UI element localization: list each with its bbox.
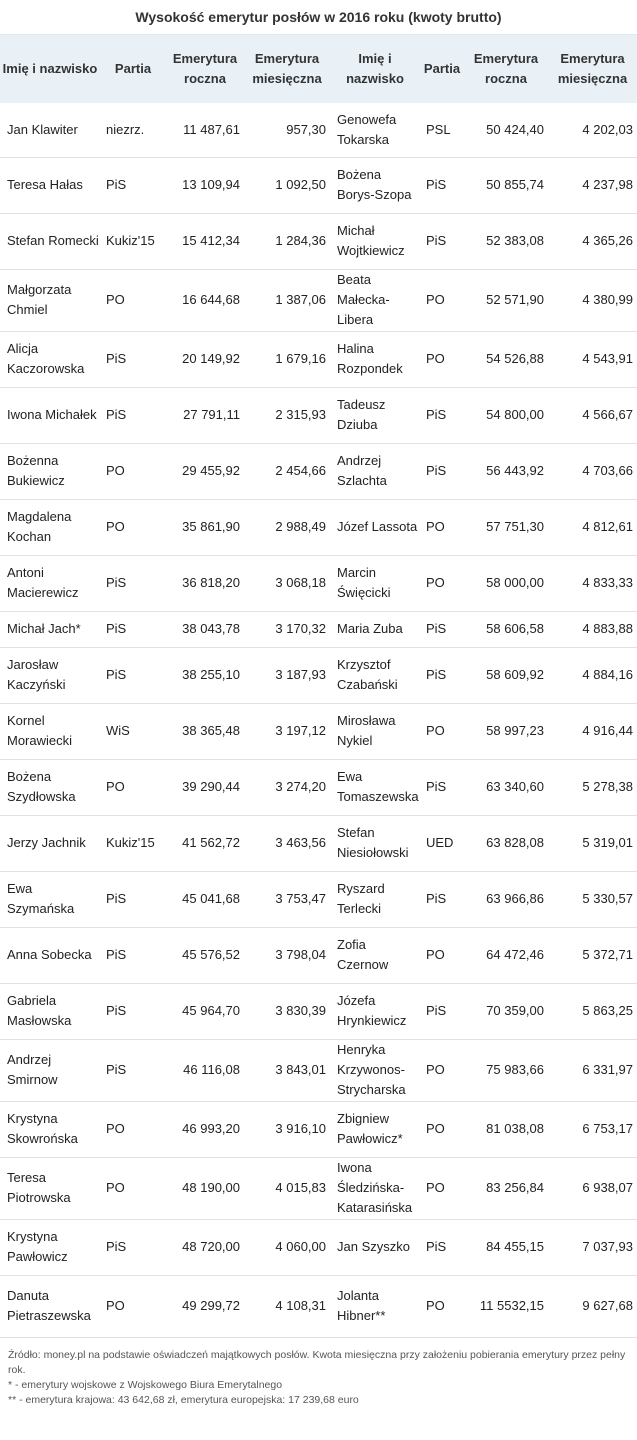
- cell-party-left: PiS: [100, 611, 166, 647]
- cell-annual-left: 27 791,11: [166, 387, 244, 443]
- footnotes: [0, 1338, 637, 1408]
- table-row: [0, 1157, 637, 1219]
- cell-party-left: PiS: [100, 983, 166, 1039]
- cell-party-left: Kukiz'15: [100, 815, 166, 871]
- cell-monthly-right: 9 627,68: [548, 1275, 637, 1337]
- table-row: [0, 103, 637, 157]
- cell-annual-right: 54 800,00: [464, 387, 548, 443]
- cell-monthly-left: 3 916,10: [244, 1101, 330, 1157]
- cell-annual-right: 70 359,00: [464, 983, 548, 1039]
- cell-name-left: Jarosław Kaczyński: [0, 647, 100, 703]
- cell-monthly-left: 1 679,16: [244, 331, 330, 387]
- table-row: [0, 269, 637, 331]
- cell-annual-left: 41 562,72: [166, 815, 244, 871]
- cell-name-right: Mirosława Nykiel: [330, 703, 420, 759]
- cell-annual-left: 39 290,44: [166, 759, 244, 815]
- cell-annual-left: 38 365,48: [166, 703, 244, 759]
- cell-monthly-right: 6 753,17: [548, 1101, 637, 1157]
- cell-name-left: Alicja Kaczorowska: [0, 331, 100, 387]
- cell-annual-right: 52 571,90: [464, 269, 548, 331]
- cell-annual-right: 63 340,60: [464, 759, 548, 815]
- cell-party-right: PiS: [420, 443, 464, 499]
- table-row: [0, 1275, 637, 1337]
- cell-party-left: PiS: [100, 331, 166, 387]
- cell-party-right: UED: [420, 815, 464, 871]
- table-row: [0, 759, 637, 815]
- cell-name-right: Ryszard Terlecki: [330, 871, 420, 927]
- cell-annual-left: 35 861,90: [166, 499, 244, 555]
- cell-party-right: PO: [420, 1275, 464, 1337]
- cell-monthly-right: 5 330,57: [548, 871, 637, 927]
- table-row: [0, 213, 637, 269]
- cell-party-left: PiS: [100, 1219, 166, 1275]
- cell-monthly-left: 3 463,56: [244, 815, 330, 871]
- cell-monthly-left: 3 753,47: [244, 871, 330, 927]
- cell-party-right: PiS: [420, 157, 464, 213]
- cell-annual-right: 50 855,74: [464, 157, 548, 213]
- cell-monthly-right: 7 037,93: [548, 1219, 637, 1275]
- cell-monthly-right: 5 863,25: [548, 983, 637, 1039]
- cell-name-left: Teresa Hałas: [0, 157, 100, 213]
- cell-monthly-left: 3 274,20: [244, 759, 330, 815]
- cell-party-right: PSL: [420, 103, 464, 157]
- cell-name-right: Józef Lassota: [330, 499, 420, 555]
- cell-party-left: PiS: [100, 555, 166, 611]
- cell-party-left: PO: [100, 759, 166, 815]
- header-party-right: Partia: [423, 61, 461, 76]
- cell-annual-left: 46 116,08: [166, 1039, 244, 1101]
- cell-monthly-right: 4 916,44: [548, 703, 637, 759]
- header-name-left: Imię i nazwisko: [2, 61, 98, 76]
- cell-name-right: Beata Małecka-Libera: [330, 269, 420, 331]
- cell-name-left: Krystyna Skowrońska: [0, 1101, 100, 1157]
- cell-annual-left: 20 149,92: [166, 331, 244, 387]
- cell-name-right: Józefa Hrynkiewicz: [330, 983, 420, 1039]
- cell-annual-right: 58 606,58: [464, 611, 548, 647]
- cell-annual-right: 58 000,00: [464, 555, 548, 611]
- cell-monthly-right: 4 365,26: [548, 213, 637, 269]
- table-row: [0, 443, 637, 499]
- cell-monthly-right: 4 202,03: [548, 103, 637, 157]
- cell-party-right: PO: [420, 499, 464, 555]
- cell-annual-left: 48 720,00: [166, 1219, 244, 1275]
- cell-name-right: Ewa Tomaszewska: [330, 759, 420, 815]
- cell-name-left: Magdalena Kochan: [0, 499, 100, 555]
- cell-annual-right: 56 443,92: [464, 443, 548, 499]
- cell-annual-left: 38 255,10: [166, 647, 244, 703]
- cell-monthly-left: 2 315,93: [244, 387, 330, 443]
- cell-annual-right: 57 751,30: [464, 499, 548, 555]
- cell-monthly-right: 4 833,33: [548, 555, 637, 611]
- cell-annual-right: 75 983,66: [464, 1039, 548, 1101]
- cell-name-right: Henryka Krzywonos-Strycharska: [330, 1039, 420, 1101]
- cell-name-right: Michał Wojtkiewicz: [330, 213, 420, 269]
- cell-annual-right: 63 828,08: [464, 815, 548, 871]
- cell-monthly-right: 6 331,97: [548, 1039, 637, 1101]
- cell-name-left: Jerzy Jachnik: [0, 815, 100, 871]
- cell-monthly-right: 4 883,88: [548, 611, 637, 647]
- cell-party-right: PO: [420, 269, 464, 331]
- cell-name-right: Marcin Święcicki: [330, 555, 420, 611]
- cell-monthly-right: 4 237,98: [548, 157, 637, 213]
- cell-annual-left: 45 576,52: [166, 927, 244, 983]
- cell-name-right: Krzysztof Czabański: [330, 647, 420, 703]
- cell-monthly-left: 3 798,04: [244, 927, 330, 983]
- table-row: [0, 1219, 637, 1275]
- table-row: [0, 157, 637, 213]
- table-row: [0, 387, 637, 443]
- cell-party-right: PiS: [420, 647, 464, 703]
- cell-party-right: PiS: [420, 611, 464, 647]
- table-body: [0, 103, 637, 1337]
- cell-party-right: PO: [420, 703, 464, 759]
- cell-monthly-right: 4 543,91: [548, 331, 637, 387]
- cell-party-right: PO: [420, 1101, 464, 1157]
- cell-party-left: PO: [100, 499, 166, 555]
- cell-monthly-left: 3 187,93: [244, 647, 330, 703]
- cell-party-right: PiS: [420, 387, 464, 443]
- cell-party-right: PO: [420, 555, 464, 611]
- cell-party-right: PO: [420, 1157, 464, 1219]
- cell-annual-left: 38 043,78: [166, 611, 244, 647]
- cell-annual-right: 58 997,23: [464, 703, 548, 759]
- cell-party-left: niezrz.: [100, 103, 166, 157]
- cell-name-right: Stefan Niesiołowski: [330, 815, 420, 871]
- cell-annual-right: 83 256,84: [464, 1157, 548, 1219]
- cell-annual-right: 52 383,08: [464, 213, 548, 269]
- cell-name-left: Małgorzata Chmiel: [0, 269, 100, 331]
- table-row: [0, 647, 637, 703]
- table-row: [0, 703, 637, 759]
- header-row: [0, 35, 637, 103]
- cell-monthly-left: 2 454,66: [244, 443, 330, 499]
- header-monthly-right: Emerytura miesięczna: [557, 51, 628, 86]
- cell-name-left: Gabriela Masłowska: [0, 983, 100, 1039]
- cell-monthly-left: 3 197,12: [244, 703, 330, 759]
- cell-annual-left: 36 818,20: [166, 555, 244, 611]
- cell-party-left: PO: [100, 1101, 166, 1157]
- cell-party-left: PiS: [100, 871, 166, 927]
- table-row: [0, 927, 637, 983]
- cell-party-right: PiS: [420, 871, 464, 927]
- cell-annual-left: 16 644,68: [166, 269, 244, 331]
- cell-annual-left: 15 412,34: [166, 213, 244, 269]
- cell-name-right: Tadeusz Dziuba: [330, 387, 420, 443]
- cell-party-left: PO: [100, 1275, 166, 1337]
- cell-annual-right: 63 966,86: [464, 871, 548, 927]
- cell-name-left: Iwona Michałek: [0, 387, 100, 443]
- cell-name-left: Kornel Morawiecki: [0, 703, 100, 759]
- cell-name-right: Andrzej Szlachta: [330, 443, 420, 499]
- cell-name-right: Jan Szyszko: [330, 1219, 420, 1275]
- cell-name-left: Antoni Macierewicz: [0, 555, 100, 611]
- cell-name-right: Zofia Czernow: [330, 927, 420, 983]
- cell-party-left: PO: [100, 443, 166, 499]
- cell-party-right: PiS: [420, 1219, 464, 1275]
- cell-monthly-left: 4 060,00: [244, 1219, 330, 1275]
- cell-annual-left: 45 964,70: [166, 983, 244, 1039]
- header-annual-left: Emerytura roczna: [172, 51, 238, 86]
- cell-name-left: Stefan Romecki: [0, 213, 100, 269]
- footnote-military: * - emerytury wojskowe z Wojskowego Biura Emerytalnego: [8, 1378, 283, 1391]
- cell-monthly-right: 5 372,71: [548, 927, 637, 983]
- cell-monthly-left: 1 284,36: [244, 213, 330, 269]
- cell-monthly-left: 957,30: [244, 103, 330, 157]
- table-row: [0, 1039, 637, 1101]
- table-row: [0, 611, 637, 647]
- table-title: Wysokość emerytur posłów w 2016 roku (kwoty brutto): [0, 0, 637, 35]
- cell-monthly-left: 2 988,49: [244, 499, 330, 555]
- cell-monthly-right: 4 703,66: [548, 443, 637, 499]
- cell-party-right: PO: [420, 1039, 464, 1101]
- cell-annual-left: 29 455,92: [166, 443, 244, 499]
- cell-annual-right: 64 472,46: [464, 927, 548, 983]
- cell-monthly-right: 4 884,16: [548, 647, 637, 703]
- cell-party-left: PiS: [100, 647, 166, 703]
- cell-party-left: WiS: [100, 703, 166, 759]
- table-row: [0, 815, 637, 871]
- cell-monthly-right: 4 812,61: [548, 499, 637, 555]
- cell-name-right: Halina Rozpondek: [330, 331, 420, 387]
- cell-annual-right: 50 424,40: [464, 103, 548, 157]
- cell-party-right: PiS: [420, 759, 464, 815]
- cell-name-right: Genowefa Tokarska: [330, 103, 420, 157]
- cell-party-left: PO: [100, 269, 166, 331]
- cell-name-left: Anna Sobecka: [0, 927, 100, 983]
- cell-party-right: PO: [420, 331, 464, 387]
- cell-annual-left: 46 993,20: [166, 1101, 244, 1157]
- cell-annual-right: 58 609,92: [464, 647, 548, 703]
- table-row: [0, 1101, 637, 1157]
- cell-name-left: Jan Klawiter: [0, 103, 100, 157]
- cell-annual-left: 48 190,00: [166, 1157, 244, 1219]
- cell-party-right: PiS: [420, 213, 464, 269]
- cell-party-left: PiS: [100, 157, 166, 213]
- cell-name-left: Krystyna Pawłowicz: [0, 1219, 100, 1275]
- cell-name-right: Iwona Śledzińska-Katarasińska: [330, 1157, 420, 1219]
- cell-annual-left: 49 299,72: [166, 1275, 244, 1337]
- cell-party-left: PiS: [100, 1039, 166, 1101]
- cell-monthly-left: 4 108,31: [244, 1275, 330, 1337]
- cell-name-right: Jolanta Hibner**: [330, 1275, 420, 1337]
- cell-name-right: Zbigniew Pawłowicz*: [330, 1101, 420, 1157]
- cell-party-right: PiS: [420, 983, 464, 1039]
- cell-annual-right: 54 526,88: [464, 331, 548, 387]
- header-monthly-left: Emerytura miesięczna: [252, 51, 322, 86]
- cell-name-left: Bożena Szydłowska: [0, 759, 100, 815]
- cell-monthly-left: 3 843,01: [244, 1039, 330, 1101]
- cell-annual-right: 81 038,08: [464, 1101, 548, 1157]
- cell-party-left: Kukiz'15: [100, 213, 166, 269]
- cell-monthly-right: 5 278,38: [548, 759, 637, 815]
- cell-name-right: Bożena Borys-Szopa: [330, 157, 420, 213]
- cell-party-left: PO: [100, 1157, 166, 1219]
- cell-monthly-right: 4 380,99: [548, 269, 637, 331]
- cell-monthly-left: 3 830,39: [244, 983, 330, 1039]
- cell-annual-left: 11 487,61: [166, 103, 244, 157]
- cell-name-left: Andrzej Smirnow: [0, 1039, 100, 1101]
- cell-annual-right: 11 5532,15: [464, 1275, 548, 1337]
- cell-party-left: PiS: [100, 927, 166, 983]
- table-row: [0, 983, 637, 1039]
- cell-monthly-left: 3 170,32: [244, 611, 330, 647]
- cell-monthly-right: 6 938,07: [548, 1157, 637, 1219]
- cell-name-left: Michał Jach*: [0, 611, 100, 647]
- table-row: [0, 499, 637, 555]
- cell-party-right: PO: [420, 927, 464, 983]
- table-header: [0, 35, 637, 103]
- cell-monthly-left: 3 068,18: [244, 555, 330, 611]
- cell-annual-left: 45 041,68: [166, 871, 244, 927]
- table-row: [0, 331, 637, 387]
- cell-name-left: Danuta Pietraszewska: [0, 1275, 100, 1337]
- cell-name-left: Teresa Piotrowska: [0, 1157, 100, 1219]
- cell-name-right: Maria Zuba: [330, 611, 420, 647]
- header-annual-right: Emerytura roczna: [473, 51, 539, 86]
- cell-name-left: Ewa Szymańska: [0, 871, 100, 927]
- cell-monthly-right: 5 319,01: [548, 815, 637, 871]
- cell-monthly-left: 1 092,50: [244, 157, 330, 213]
- cell-monthly-right: 4 566,67: [548, 387, 637, 443]
- table-row: [0, 871, 637, 927]
- footnote-domestic-european: ** - emerytura krajowa: 43 642,68 zł, emerytura europejska: 17 239,68 euro: [8, 1393, 359, 1406]
- cell-annual-right: 84 455,15: [464, 1219, 548, 1275]
- pension-table: [0, 35, 637, 1338]
- cell-monthly-left: 1 387,06: [244, 269, 330, 331]
- header-party-left: Partia: [114, 61, 152, 76]
- table-row: [0, 555, 637, 611]
- cell-annual-left: 13 109,94: [166, 157, 244, 213]
- source-note: Źródło: money.pl na podstawie oświadczeń majątkowych posłów. Kwota miesięczna przy założeniu pobierania emerytury przez pełny rok.: [8, 1348, 626, 1376]
- cell-party-left: PiS: [100, 387, 166, 443]
- cell-monthly-left: 4 015,83: [244, 1157, 330, 1219]
- header-name-right: Imię i nazwisko: [346, 51, 404, 86]
- cell-name-left: Bożenna Bukiewicz: [0, 443, 100, 499]
